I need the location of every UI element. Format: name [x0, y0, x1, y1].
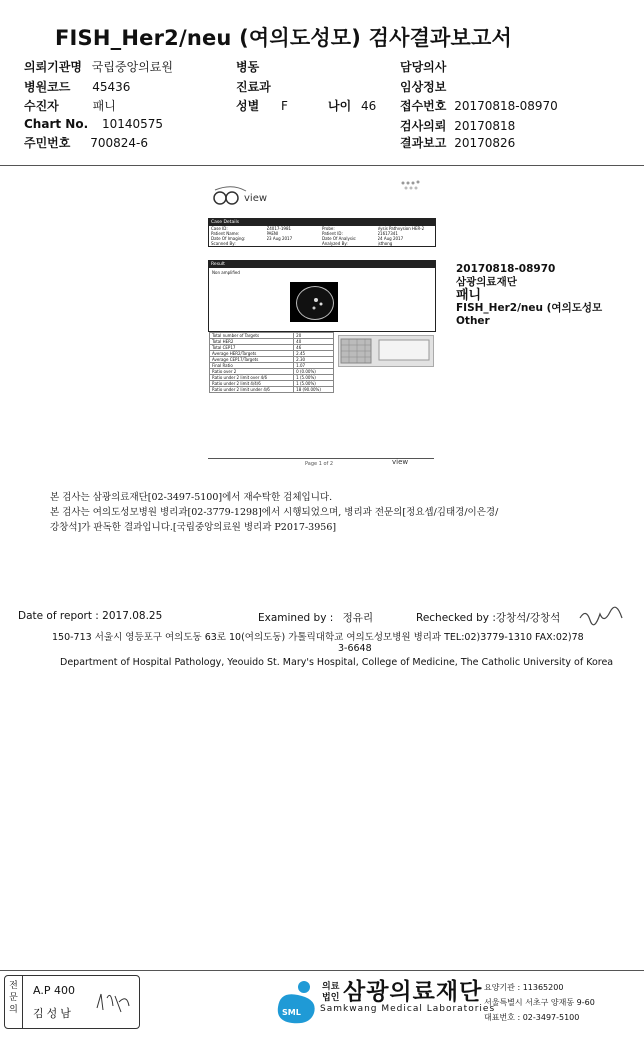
- signature-icon: [578, 604, 628, 628]
- stats-row: Average CEP17/Targets 2.30: [210, 357, 334, 363]
- request-date-field: [400, 117, 515, 134]
- report-note-line: 강창석]가 판독한 결과입니다.[국립중앙의료원 병리과 P2017-3956]: [50, 522, 337, 533]
- examined-by-value: 정유리: [342, 612, 374, 624]
- stats-row: Ratio under 2 limit over 4/6 1 (5.00%): [210, 375, 334, 381]
- case-row: Patient Name: PAENI Patient ID: 21617341: [211, 231, 398, 236]
- specimen-test-name: FISH_Her2/neu (여의도성모: [456, 302, 603, 314]
- resident-no-value: 700824-6: [90, 136, 148, 150]
- report-notes: [50, 490, 498, 535]
- specimen-lab-name: 삼광의료재단: [456, 276, 517, 288]
- sex-field: [236, 97, 288, 114]
- referring-institution-value: 국립중앙의료원: [91, 60, 173, 74]
- stats-row: Ratio over 2 0 (0.00%): [210, 369, 334, 375]
- scan-footer-logo: view: [392, 458, 409, 466]
- header-row-4: [24, 117, 163, 131]
- report-date-field: [400, 134, 515, 151]
- report-date-value: 20170826: [454, 136, 516, 150]
- request-date-value: 20170818: [454, 119, 516, 133]
- corp-info: [484, 980, 595, 1025]
- case-row: Case ID: Z4017-1981 Probe: Vysis Pathvysion HER-2: [211, 226, 425, 231]
- stats-row: Ratio under 2 limit 4/4/6 1 (5.00%): [210, 381, 334, 387]
- report-date-label: 결과보고: [400, 136, 447, 150]
- stats-table: [209, 332, 334, 393]
- specimen-patient-name: 패니: [456, 288, 482, 303]
- specialist-stamp: [4, 975, 140, 1029]
- thumbnail-panel: [338, 335, 434, 367]
- case-details-title: Case Details: [209, 219, 435, 226]
- corp-english-name: Samkwang Medical Laboratories: [320, 1004, 496, 1014]
- examined-by-label: Examined by :: [258, 612, 334, 624]
- referring-institution-label: 의뢰기관명: [24, 60, 82, 74]
- header-row-1: [24, 58, 173, 75]
- attending-doctor-label: 담당의사: [400, 60, 447, 74]
- stats-row: Total CEP17 46: [210, 345, 334, 351]
- specimen-type: Other: [456, 315, 490, 327]
- sex-label: 성별: [236, 99, 260, 113]
- fish-cell-image: [290, 282, 338, 322]
- header-row-5: [24, 134, 148, 151]
- bioview-logo: [212, 185, 274, 207]
- age-value: 46: [361, 99, 377, 113]
- svg-text:SML: SML: [282, 1008, 301, 1017]
- rechecked-by-value: 강창석/강창석: [495, 612, 561, 624]
- stats-row: Final Ratio 1.07: [210, 363, 334, 369]
- stats-row: Total HER2 40: [210, 339, 334, 345]
- age-label: 나이: [328, 99, 352, 113]
- lab-address-line2: 3-6648: [338, 643, 372, 654]
- dots-decoration-icon: [400, 176, 430, 188]
- stamp-vertical-text: 전 문 의: [5, 976, 23, 1028]
- report-title: FISH_Her2/neu (여의도성모) 검사결과보고서: [55, 26, 513, 50]
- svg-text:view: view: [244, 193, 268, 204]
- result-text: Non amplified: [212, 270, 240, 275]
- age-field: [328, 97, 376, 114]
- clinical-info-label: 임상정보: [400, 80, 447, 94]
- lab-address-line1: 150-713 서울시 영등포구 여의도동 63로 10(여의도동) 가톨릭대학교 여의도성모병원 병리과 TEL:02)3779-1310 FAX:02)78: [52, 632, 584, 643]
- report-date: Date of report : 2017.08.25: [18, 610, 163, 622]
- department-label: 진료과: [236, 80, 271, 94]
- specimen-accession: 20170818-08970: [456, 263, 556, 275]
- resident-no-label: 주민번호: [24, 136, 71, 150]
- result-title: Result: [209, 261, 435, 268]
- patient-value: 패니: [92, 99, 116, 113]
- corp-phone: 대표번호 : 02-3497-5100: [484, 1013, 580, 1022]
- stats-row: Total number of Targets 20: [210, 333, 334, 339]
- case-row: Date Of Imaging: 23 Aug 2017 Date Of Analysis: 24 Aug 2017: [211, 236, 404, 241]
- report-note-line: 본 검사는 여의도성모병원 병리과[02-3779-1298]에서 시행되었으며, 병리과 전문의[정요셉/김태경/이은경/: [50, 507, 499, 518]
- corp-address: 서울특별시 서초구 양재동 9-60: [484, 998, 595, 1007]
- header-row-2: [24, 78, 130, 95]
- stats-row: Average HER2/Targets 2.45: [210, 351, 334, 357]
- accession-value: 20170818-08970: [454, 99, 558, 113]
- sex-value: F: [281, 99, 288, 113]
- case-row: Scanned By: Analyzed By: jsthong: [211, 241, 393, 246]
- chart-no-value: 10140575: [101, 117, 164, 131]
- corp-name: 삼광의료재단: [343, 979, 483, 1005]
- corp-type: 의료 법인: [322, 982, 340, 1003]
- examined-by: [258, 610, 373, 625]
- stats-row: Ratio under 2 limit under 4/6 18 (90.00%): [210, 387, 334, 393]
- case-details-box: [208, 218, 436, 247]
- accession-label: 접수번호: [400, 99, 447, 113]
- rechecked-by-label: Rechecked by :: [416, 612, 496, 624]
- patient-label: 수진자: [24, 99, 59, 113]
- hospital-code-label: 병원코드: [24, 80, 71, 94]
- chart-no-label: Chart No.: [24, 117, 89, 131]
- stamp-signature-icon: [95, 988, 133, 1018]
- scan-page-number: Page 1 of 2: [305, 461, 334, 467]
- corp-provider-no: 요양기관 : 11365200: [484, 983, 564, 992]
- department-name: Department of Hospital Pathology, Yeouido St. Mary's Hospital, College of Medicine, The Catholic University of Korea: [60, 657, 614, 668]
- footer-divider: [0, 970, 644, 971]
- header-row-3: [24, 97, 116, 114]
- hospital-code-value: 45436: [92, 80, 131, 94]
- stamp-license: A.P 400: [33, 984, 75, 997]
- request-date-label: 검사의뢰: [400, 119, 447, 133]
- stamp-name: 김성남: [33, 1007, 74, 1020]
- specimen-label: [456, 263, 602, 328]
- rechecked-by: [416, 610, 560, 625]
- header-divider: [0, 165, 644, 166]
- ward-label: 병동: [236, 60, 260, 74]
- report-note-line: 본 검사는 삼광의료재단[02-3497-5100]에서 재수탁한 검체입니다.: [50, 492, 333, 503]
- accession-field: [400, 97, 558, 114]
